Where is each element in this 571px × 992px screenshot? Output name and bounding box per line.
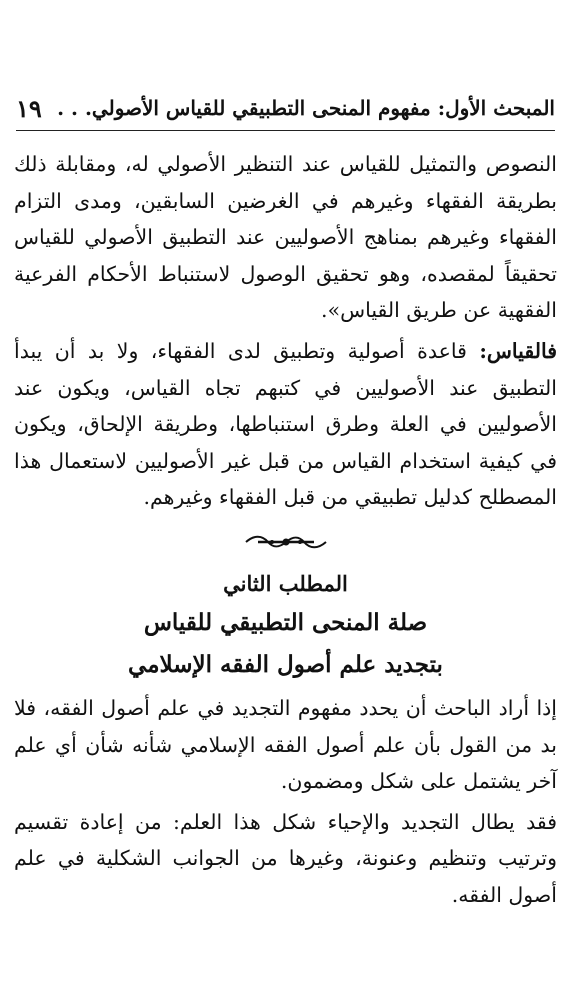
paragraph-intro: النصوص والتمثيل للقياس عند التنظير الأصولي له، ومقابلة ذلك بطريقة الفقهاء وغيرهم في الغرضين السابقين، ومدى التزام الفقهاء وغيرهم بمناهج الأصوليين عند التطبيق الأصولي للقياس تحقيقاً لمقصده، وهو تحقيق الوصول لاستنباط الأحكام الفرعية الفقهية عن طريق القياس». (14, 152, 557, 323)
header-title: المبحث الأول: مفهوم المنحى التطبيقي للقياس الأصولي. . . (57, 96, 555, 120)
qiyas-text: قاعدة أصولية وتطبيق لدى الفقهاء، ولا بد أن يبدأ التطبيق عند الأصوليين في كتبهم تجاه القياس، ويكون عند الأصوليين في العلة وطرق استنباطها، وطريقة الإلحاق، ويكون في كيفية استخدام القياس من قبل غير الأصوليين لاستعمال هذا المصطلح كدليل تطبيقي من قبل الفقهاء وغيرهم. (14, 338, 557, 510)
section-label: المطلب الثاني (223, 570, 348, 596)
page-number: ١٩ (16, 93, 42, 123)
section-title-line2: بتجديد علم أصول الفقه الإسلامي (128, 650, 443, 678)
ornament-icon (244, 533, 328, 551)
section-title-line1: صلة المنحى التطبيقي للقياس (143, 608, 428, 636)
paragraph-qiyas (14, 333, 557, 516)
paragraph-form: فقد يطال التجديد والإحياء شكل هذا العلم: من إعادة تقسيم وترتيب وتنظيم وعنونة، وغيرها من الجوانب الشكلية في علم أصول الفقه. (14, 809, 557, 907)
ornamental-divider (14, 522, 557, 562)
body-text (14, 146, 557, 914)
paragraph-renewal: إذا أراد الباحث أن يحدد مفهوم التجديد في علم أصول الفقه، فلا بد من القول بأن علم أصول الفقه الإسلامي شأنه شأن أي علم آخر يشتمل على شكل ومضمون. (14, 695, 557, 794)
section-heading (14, 566, 557, 686)
running-header (16, 86, 555, 131)
qiyas-lead: فالقياس: (479, 338, 557, 363)
